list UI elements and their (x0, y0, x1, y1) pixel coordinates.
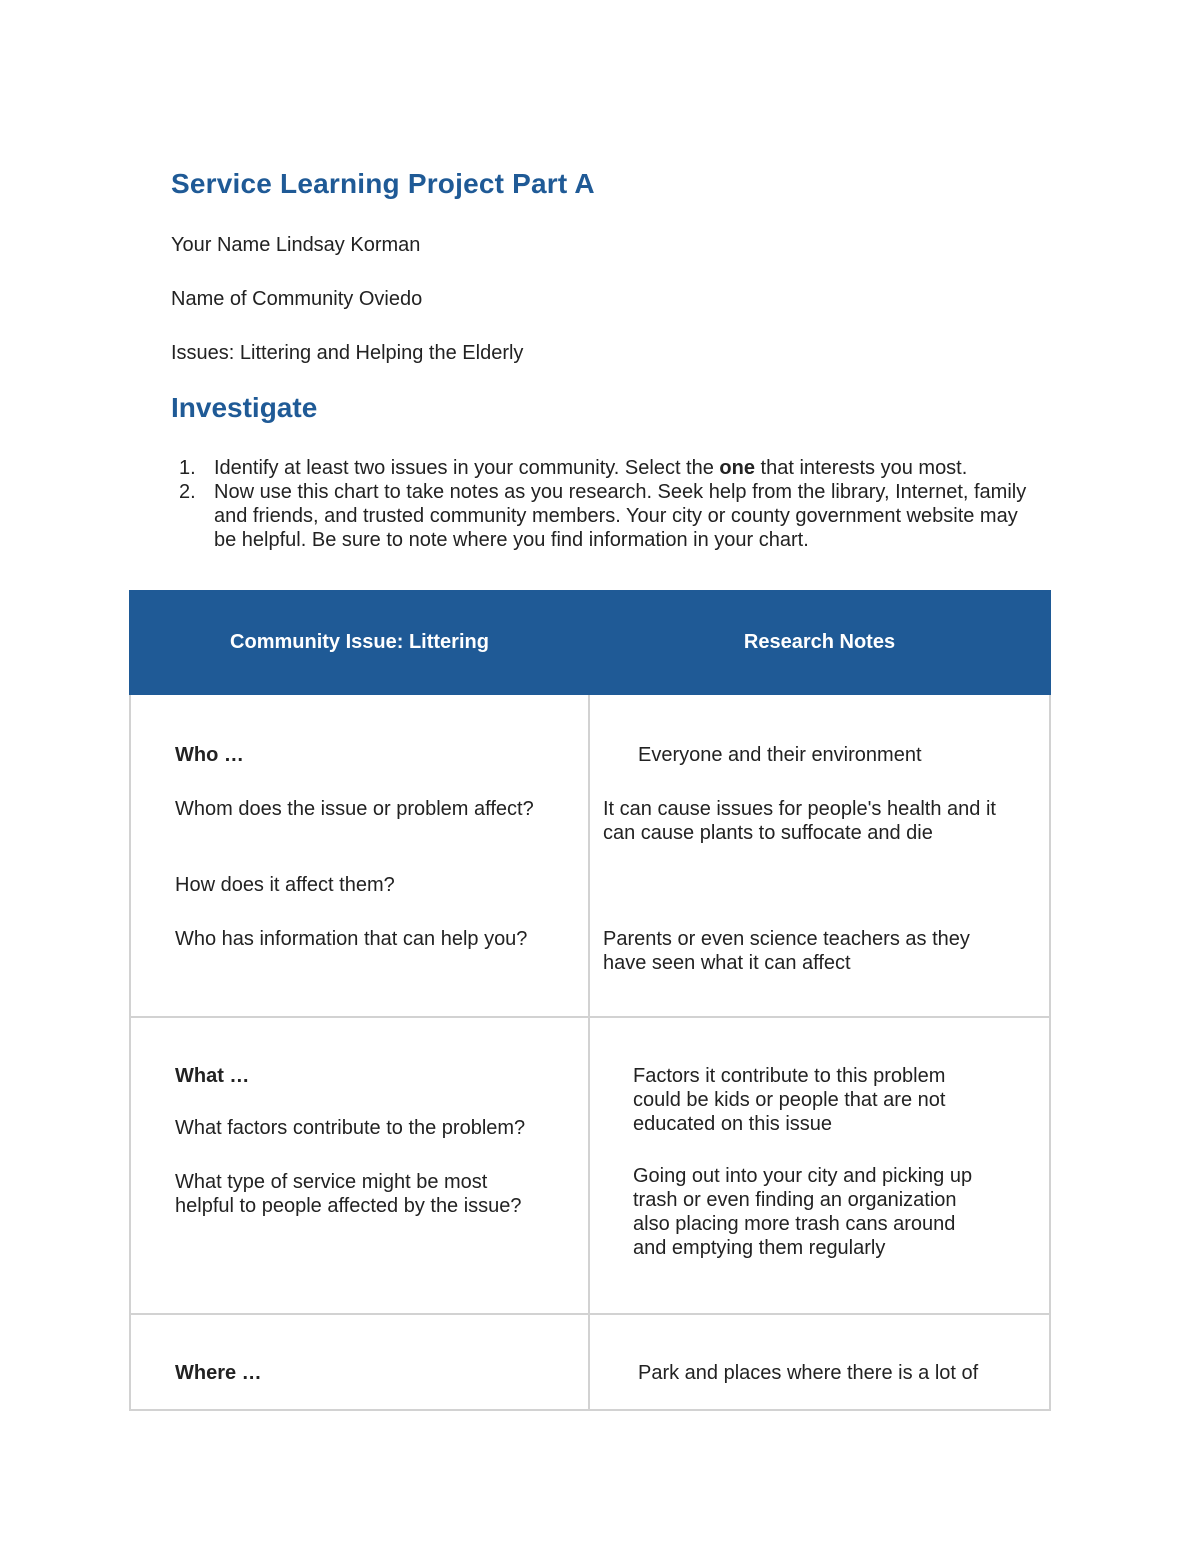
who-question-1: Whom does the issue or problem affect? (175, 798, 534, 820)
list-number: 2. (179, 481, 196, 503)
table-row (130, 694, 1050, 1017)
what-question-2: What type of service might be most helpful to people affected by the issue? (175, 1171, 522, 1217)
what-notes-cell (589, 1017, 1050, 1314)
where-notes-cell (589, 1314, 1050, 1410)
column-header-issue: Community Issue: Littering (130, 591, 589, 694)
what-note-2: Going out into your city and picking up trash or even finding an organization also placing more trash cans around and emptying them regularly (633, 1165, 973, 1259)
page-title: Service Learning Project Part A (171, 168, 595, 199)
list-text-part: that interests you most. (754, 457, 968, 479)
what-heading: What … (175, 1065, 250, 1087)
list-item (171, 480, 1031, 552)
who-notes-cell (589, 694, 1050, 1017)
list-text-part: Identify at least two issues in your community. Select the (214, 457, 720, 479)
investigate-heading: Investigate (171, 392, 318, 423)
who-question-2: How does it affect them? (175, 874, 395, 896)
where-heading: Where … (175, 1362, 262, 1384)
list-item-text (214, 457, 967, 479)
issues-field: Issues: Littering and Helping the Elderly (171, 342, 524, 364)
who-note-2: It can cause issues for people's health and it can cause plants to suffocate and die (603, 798, 996, 844)
your-name-field: Your Name Lindsay Korman (171, 234, 421, 256)
list-number: 1. (179, 457, 196, 479)
who-question-cell (130, 694, 589, 1017)
table-header-row (130, 591, 1050, 694)
who-note-1: Everyone and their environment (638, 744, 922, 766)
column-header-notes: Research Notes (589, 591, 1050, 694)
where-question-cell (130, 1314, 589, 1410)
instructions-list (171, 456, 1031, 552)
list-item-text: Now use this chart to take notes as you research. Seek help from the library, Internet, family and friends, and trusted community members. Your city or county government website may be helpful. Be sure to note where you find information in your chart. (214, 481, 1027, 551)
list-item (171, 456, 1031, 480)
what-question-1: What factors contribute to the problem? (175, 1117, 526, 1139)
who-note-3: Parents or even science teachers as they have seen what it can affect (603, 928, 970, 974)
table-row (130, 1017, 1050, 1314)
what-question-cell (130, 1017, 589, 1314)
research-table (129, 590, 1051, 1411)
where-note-1: Park and places where there is a lot of (638, 1362, 979, 1384)
list-text-emphasis: one (719, 457, 755, 479)
who-question-3: Who has information that can help you? (175, 928, 528, 950)
table-row (130, 1314, 1050, 1410)
community-name-field: Name of Community Oviedo (171, 288, 423, 310)
who-heading: Who … (175, 744, 244, 766)
what-note-1: Factors it contribute to this problem could be kids or people that are not educated on this issue (633, 1065, 946, 1135)
